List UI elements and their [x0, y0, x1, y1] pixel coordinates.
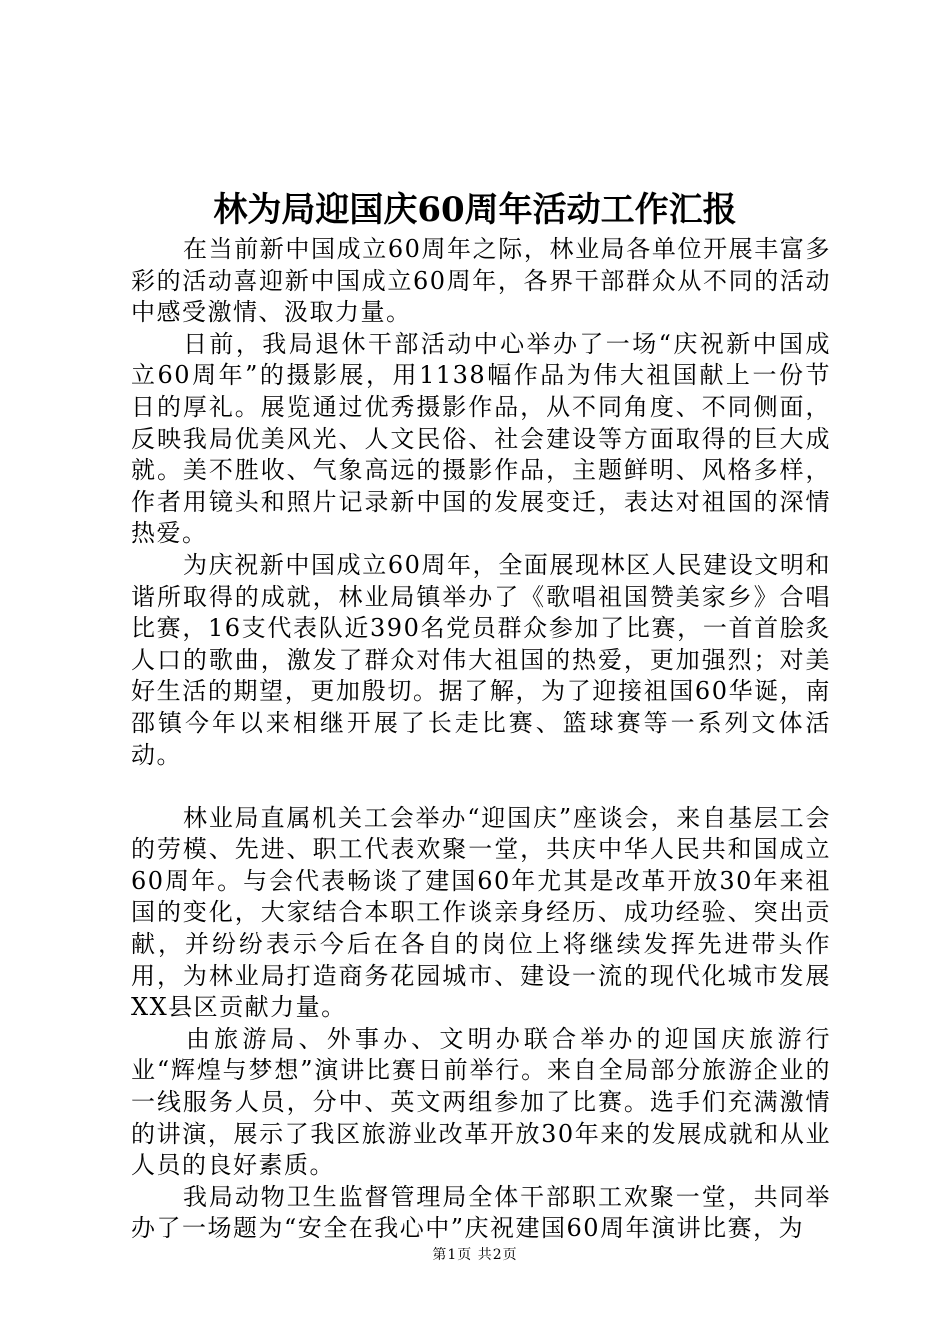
paragraph-3: 为庆祝新中国成立60周年，全面展现林区人民建设文明和谐所取得的成就，林业局镇举办了《歌唱祖国赞美家乡》合唱比赛，16支代表队近390名党员群众参加了比赛，一首首脍炙人口的歌曲，激发了群众对伟大祖国的热爱，更加强烈；对美好生活的期望，更加殷切。据了解，为了迎接祖国60华诞，南邵镇今年以来相继开展了长走比赛、篮球赛等一系列文体活动。 [131, 550, 831, 769]
paragraph-2: 日前，我局退休干部活动中心举办了一场“庆祝新中国成立60周年”的摄影展，用1138幅作品为伟大祖国献上一份节日的厚礼。展览通过优秀摄影作品，从不同角度、不同侧面，反映我局优美风光、人文民俗、社会建设等方面取得的巨大成就。美不胜收、气象高远的摄影作品，主题鲜明、风格多样，作者用镜头和照片记录新中国的发展变迁，表达对祖国的深情热爱。 [131, 329, 831, 548]
paragraph-spacer [131, 771, 831, 803]
paragraph-4: 林业局直属机关工会举办“迎国庆”座谈会，来自基层工会的劳模、先进、职工代表欢聚一堂，共庆中华人民共和国成立60周年。与会代表畅谈了建国60年尤其是改革开放30年来祖国的变化，大家结合本职工作谈亲身经历、成功经验、突出贡献，并纷纷表示今后在各自的岗位上将继续发挥先进带头作用，为林业局打造商务花园城市、建设一流的现代化城市发展XX县区贡献力量。 [131, 803, 831, 1022]
document-title: 林为局迎国庆60周年活动工作汇报 [213, 190, 737, 230]
paragraph-1: 在当前新中国成立60周年之际，林业局各单位开展丰富多彩的活动喜迎新中国成立60周年，各界干部群众从不同的活动中感受激情、汲取力量。 [131, 235, 831, 327]
paragraph-6: 我局动物卫生监督管理局全体干部职工欢聚一堂，共同举办了一场题为“安全在我心中”庆祝建国60周年演讲比赛，为 [131, 1182, 831, 1243]
document-body [131, 234, 831, 1245]
page-number-footer: 第1页 共2页 [432, 1247, 518, 1263]
paragraph-5: 由旅游局、外事办、文明办联合举办的迎国庆旅游行业“辉煌与梦想”演讲比赛日前举行。来自全局部分旅游企业的一线服务人员，分中、英文两组参加了比赛。选手们充满激情的讲演，展示了我区旅游业改革开放30年来的发展成就和从业人员的良好素质。 [131, 1024, 831, 1180]
